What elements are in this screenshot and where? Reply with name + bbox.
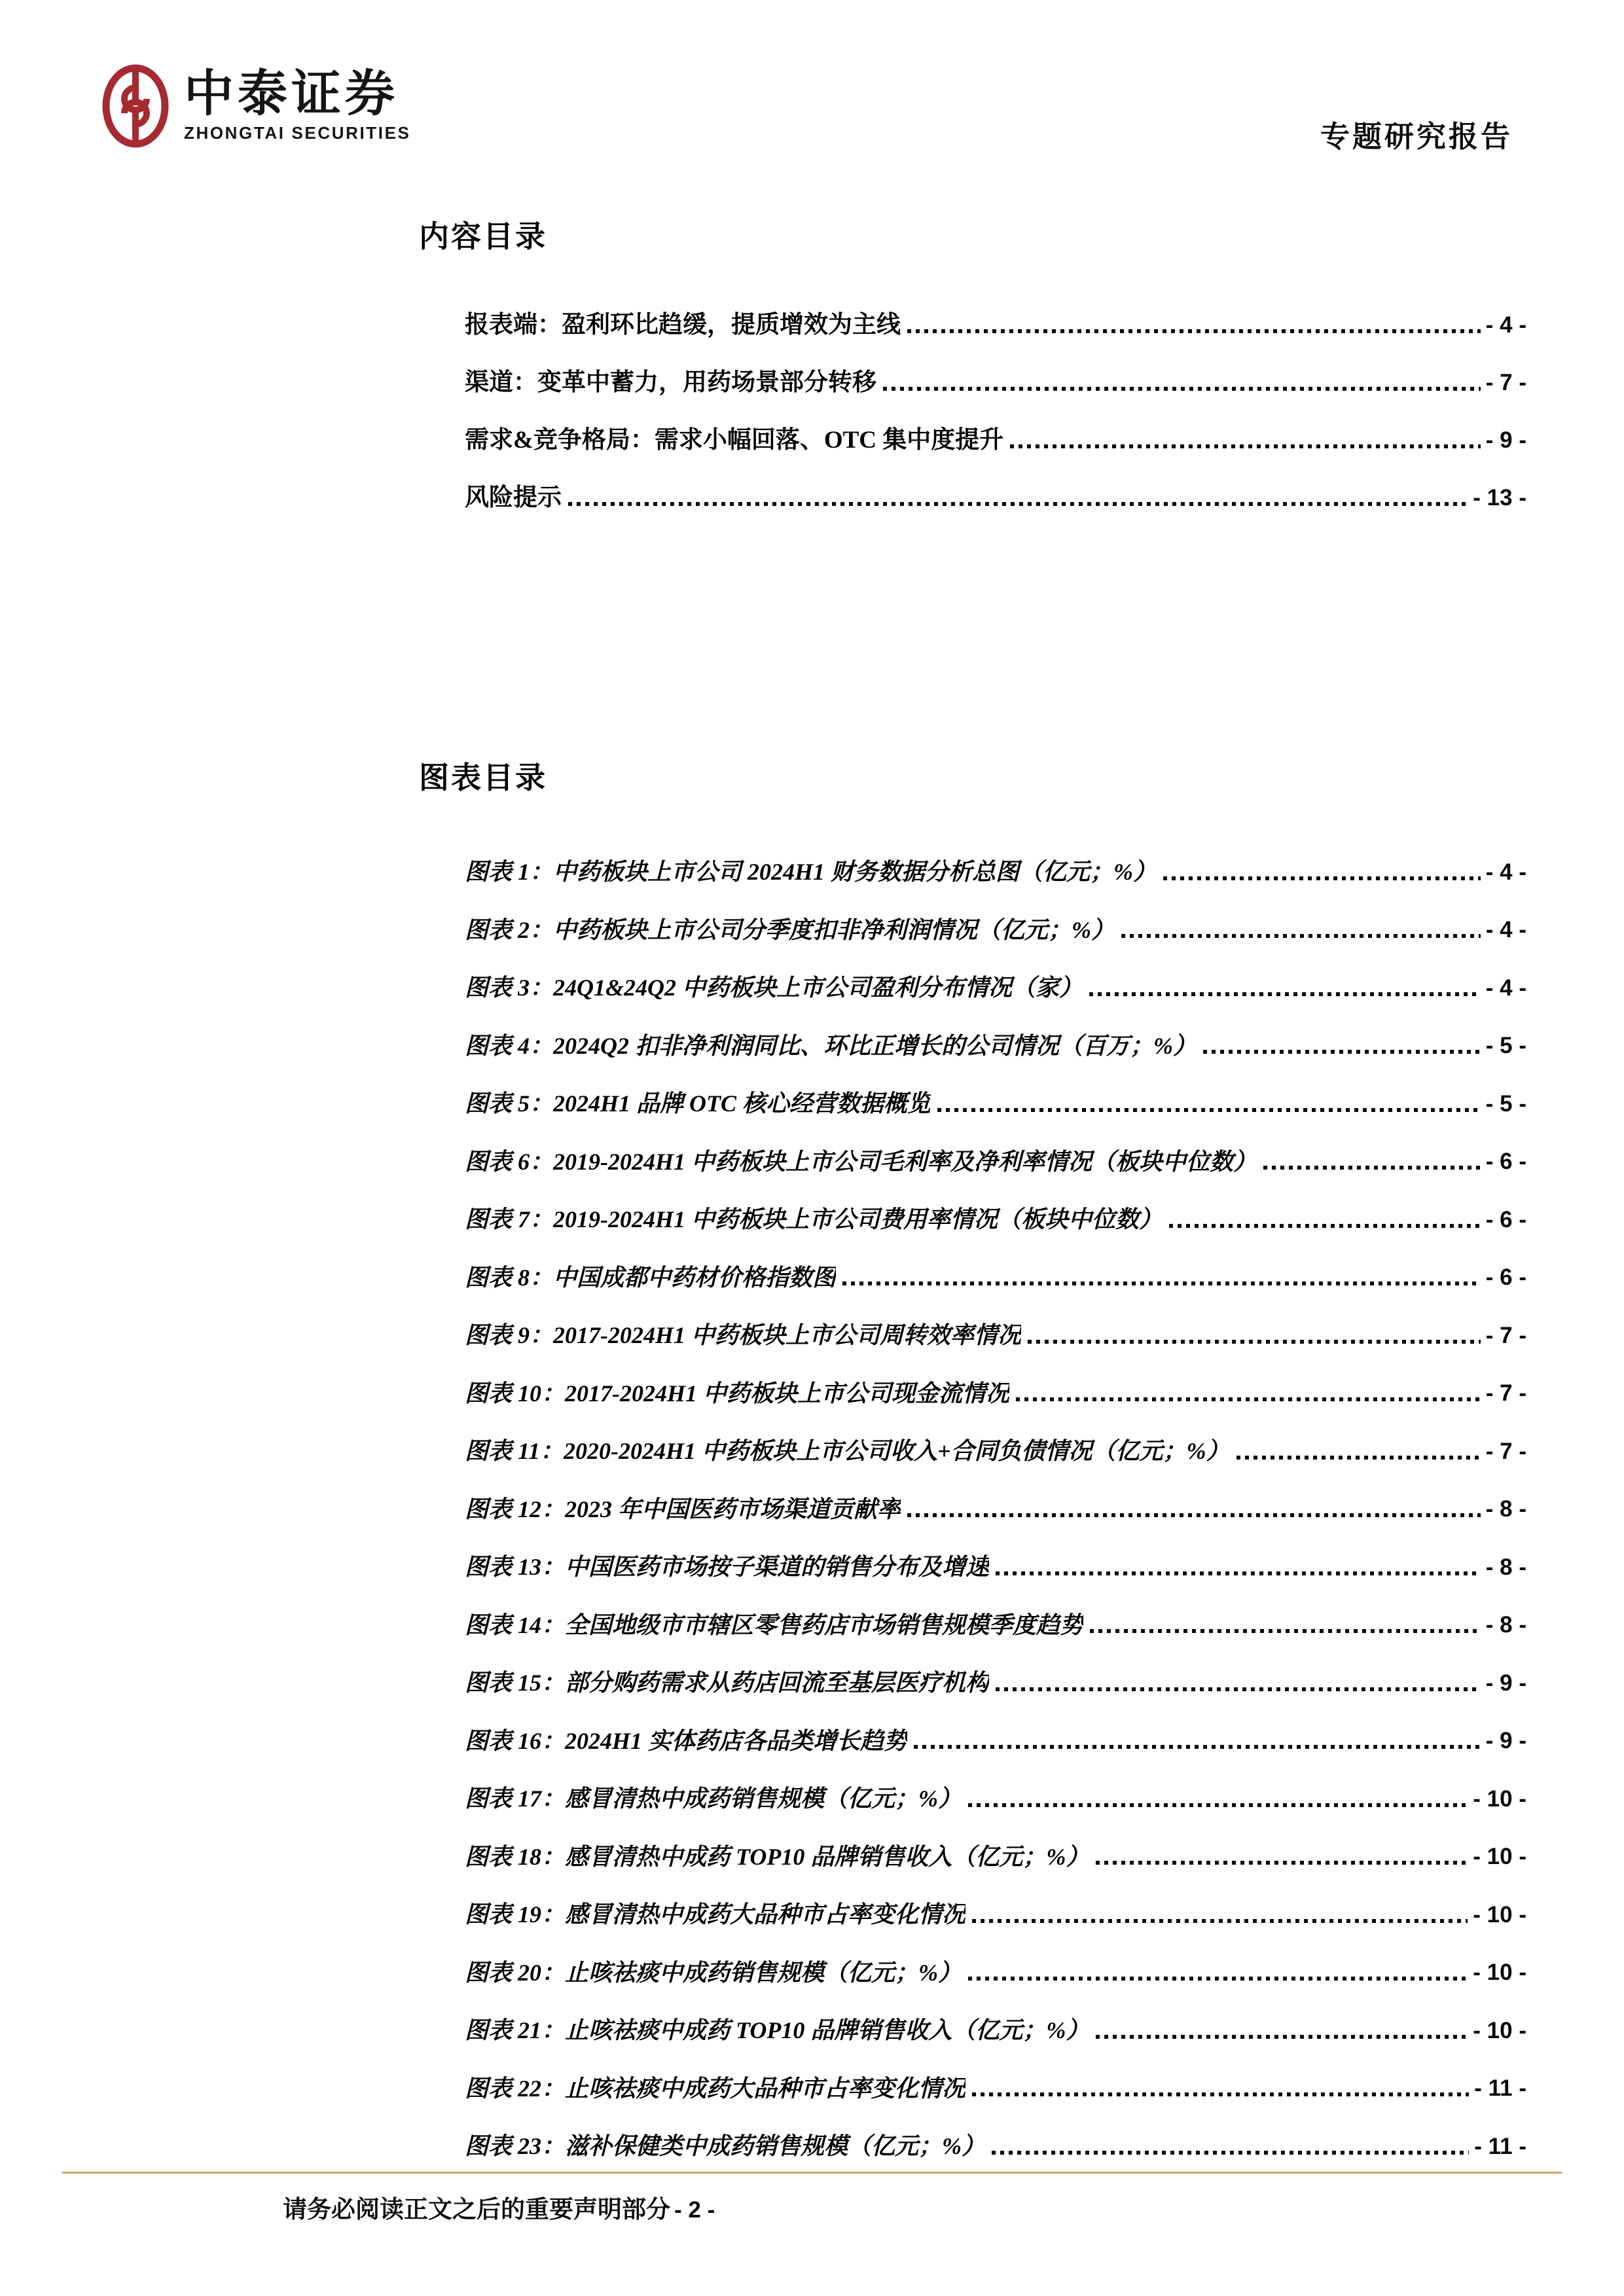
figure-item-label: 图表 3：24Q1&24Q2 中药板块上市公司盈利分布情况（家） [465, 975, 1083, 1001]
contents-heading: 内容目录 [419, 220, 547, 253]
figures-section [419, 754, 1526, 2161]
toc-item-label: 风险提示 [465, 484, 562, 511]
footer-notice: 请务必阅读正文之后的重要声明部分 [283, 2197, 670, 2223]
figures-list [419, 829, 1526, 2161]
footer-divider [62, 2172, 1562, 2174]
dot-leader [972, 1919, 1468, 1923]
figure-item[interactable] [419, 1698, 1526, 1756]
figure-item-page: - 7 - [1485, 1438, 1526, 1464]
dot-leader [968, 1803, 1468, 1807]
figure-item-page: - 10 - [1473, 1785, 1526, 1812]
figure-item-page: - 4 - [1485, 917, 1526, 942]
report-type-label: 专题研究报告 [1320, 120, 1513, 153]
dot-leader [914, 1745, 1481, 1749]
dot-leader [996, 1571, 1481, 1575]
dot-leader [1090, 1629, 1481, 1633]
figure-item-page: - 4 - [1485, 859, 1526, 885]
dot-leader [1089, 992, 1481, 996]
dot-leader [996, 1687, 1481, 1691]
figure-item-label: 图表 22：止咳祛痰中成药大品种市占率变化情况 [465, 2075, 966, 2102]
figure-item-label: 图表 8：中国成都中药材价格指数图 [465, 1264, 837, 1291]
figure-item[interactable] [419, 1871, 1526, 1929]
figure-item-page: - 8 - [1485, 1496, 1526, 1522]
figure-item[interactable] [419, 1119, 1526, 1177]
figure-item-page: - 10 - [1473, 1844, 1526, 1869]
dot-leader [972, 2092, 1469, 2096]
zhongtai-emblem-icon [101, 63, 170, 149]
figure-item-page: - 7 - [1485, 1322, 1526, 1348]
toc-item-page: - 7 - [1485, 370, 1526, 395]
toc-item[interactable] [419, 340, 1526, 397]
figure-item[interactable] [419, 1234, 1526, 1293]
figure-item[interactable] [419, 1814, 1526, 1872]
dot-leader [1096, 1861, 1468, 1865]
dot-leader [992, 2151, 1469, 2155]
dot-leader [907, 1513, 1481, 1517]
dot-leader [1203, 1050, 1481, 1054]
figure-item[interactable] [419, 1060, 1526, 1119]
figure-item[interactable] [419, 1003, 1526, 1061]
figure-item-page: - 9 - [1485, 1670, 1526, 1696]
figure-item-label: 图表 10：2017-2024H1 中药板块上市公司现金流情况 [465, 1380, 1009, 1407]
toc-item-label: 渠道：变革中蓄力，用药场景部分转移 [465, 368, 876, 396]
dot-leader [1236, 1456, 1481, 1460]
figures-heading: 图表目录 [419, 761, 547, 795]
figure-item-page: - 9 - [1485, 1728, 1526, 1753]
toc-item[interactable] [419, 455, 1526, 512]
figure-item[interactable] [419, 1524, 1526, 1582]
figure-item[interactable] [419, 1350, 1526, 1408]
figure-item[interactable] [419, 2103, 1526, 2161]
toc-item-page: - 4 - [1485, 312, 1526, 338]
figure-item-page: - 8 - [1485, 1612, 1526, 1638]
toc-item-label: 需求&竞争格局：需求小幅回落、OTC 集中度提升 [465, 426, 1004, 454]
toc-item-page: - 13 - [1473, 485, 1526, 511]
dot-leader [937, 1108, 1481, 1112]
figure-item[interactable] [419, 887, 1526, 945]
figure-item[interactable] [419, 1408, 1526, 1466]
figure-item-page: - 6 - [1485, 1206, 1526, 1232]
figure-item-label: 图表 21：止咳祛痰中成药 TOP10 品牌销售收入（亿元；%） [465, 2017, 1090, 2044]
figure-item-page: - 5 - [1485, 1033, 1526, 1058]
figure-item[interactable] [419, 1755, 1526, 1814]
dot-leader [568, 502, 1468, 506]
figure-item[interactable] [419, 1466, 1526, 1524]
figure-item-page: - 6 - [1485, 1149, 1526, 1174]
contents-section [419, 213, 1526, 512]
figure-item[interactable] [419, 1929, 1526, 1988]
figure-item-page: - 10 - [1473, 1901, 1526, 1928]
dot-leader [1028, 1340, 1481, 1344]
footer [283, 2189, 715, 2225]
dot-leader [1096, 2035, 1468, 2039]
figure-item[interactable] [419, 1987, 1526, 2045]
dot-leader [968, 1977, 1468, 1981]
figure-item-label: 图表 2：中药板块上市公司分季度扣非净利润情况（亿元；%） [465, 916, 1115, 943]
dot-leader [1263, 1166, 1481, 1170]
dot-leader [842, 1282, 1481, 1285]
toc-item[interactable] [419, 282, 1526, 340]
figure-item[interactable] [419, 829, 1526, 887]
figure-item-label: 图表 5：2024H1 品牌 OTC 核心经营数据概览 [465, 1090, 931, 1117]
figure-item-label: 图表 15：部分购药需求从药店回流至基层医疗机构 [465, 1670, 990, 1696]
dot-leader [883, 387, 1481, 391]
figure-item-page: - 10 - [1473, 1960, 1526, 1985]
figure-item-label: 图表 19：感冒清热中成药大品种市占率变化情况 [465, 1901, 966, 1928]
figure-item-page: - 4 - [1485, 975, 1526, 1001]
figure-item-page: - 11 - [1474, 2133, 1526, 2159]
figure-item[interactable] [419, 1582, 1526, 1640]
figure-item-page: - 8 - [1485, 1554, 1526, 1580]
figure-item-label: 图表 4：2024Q2 扣非净利润同比、环比正增长的公司情况（百万；%） [465, 1032, 1197, 1059]
figure-item-label: 图表 18：感冒清热中成药 TOP10 品牌销售收入（亿元；%） [465, 1843, 1090, 1870]
figure-item-label: 图表 12：2023 年中国医药市场渠道贡献率 [465, 1496, 901, 1522]
figure-item-label: 图表 23：滋补保健类中成药销售规模（亿元；%） [465, 2133, 985, 2160]
figure-item-page: - 5 - [1485, 1090, 1526, 1117]
figure-item[interactable] [419, 944, 1526, 1003]
figure-item-page: - 7 - [1485, 1380, 1526, 1406]
figure-item[interactable] [419, 1176, 1526, 1234]
figure-item-label: 图表 14：全国地级市市辖区零售药店市场销售规模季度趋势 [465, 1611, 1084, 1638]
figure-item-label: 图表 17：感冒清热中成药销售规模（亿元；%） [465, 1785, 962, 1812]
toc-item-page: - 9 - [1485, 427, 1526, 453]
figure-item-label: 图表 20：止咳祛痰中成药销售规模（亿元；%） [465, 1959, 962, 1986]
toc-item[interactable] [419, 397, 1526, 455]
logo-brand-en: ZHONGTAI SECURITIES [184, 123, 411, 143]
logo-brand-cn: 中泰证券 [184, 66, 399, 122]
figure-item-label: 图表 11：2020-2024H1 中药板块上市公司收入+合同负债情况（亿元；%） [465, 1438, 1230, 1465]
figure-item[interactable] [419, 1640, 1526, 1698]
figure-item-label: 图表 1：中药板块上市公司 2024H1 财务数据分析总图（亿元；%） [465, 859, 1157, 886]
figure-item-page: - 6 - [1485, 1265, 1526, 1290]
figure-item[interactable] [419, 1292, 1526, 1350]
figure-item-page: - 11 - [1474, 2075, 1526, 2101]
dot-leader [907, 329, 1481, 333]
dot-leader [1010, 444, 1481, 448]
contents-list [419, 282, 1526, 512]
figure-item-label: 图表 13：中国医药市场按子渠道的销售分布及增速 [465, 1554, 990, 1581]
footer-page-number: - 2 - [674, 2197, 715, 2223]
figure-item-page: - 10 - [1473, 2017, 1526, 2043]
dot-leader [1163, 876, 1481, 880]
figure-item[interactable] [419, 2045, 1526, 2104]
figure-item-label: 图表 6：2019-2024H1 中药板块上市公司毛利率及净利率情况（板块中位数） [465, 1148, 1257, 1175]
dot-leader [1016, 1397, 1481, 1401]
figure-item-label: 图表 16：2024H1 实体药店各品类增长趋势 [465, 1727, 908, 1754]
figure-item-label: 图表 9：2017-2024H1 中药板块上市公司周转效率情况 [465, 1322, 1021, 1349]
dot-leader [1121, 934, 1481, 938]
toc-item-label: 报表端：盈利环比趋缓，提质增效为主线 [465, 311, 901, 338]
dot-leader [1169, 1224, 1481, 1228]
figure-item-label: 图表 7：2019-2024H1 中药板块上市公司费用率情况（板块中位数） [465, 1206, 1163, 1233]
company-logo [101, 63, 410, 149]
